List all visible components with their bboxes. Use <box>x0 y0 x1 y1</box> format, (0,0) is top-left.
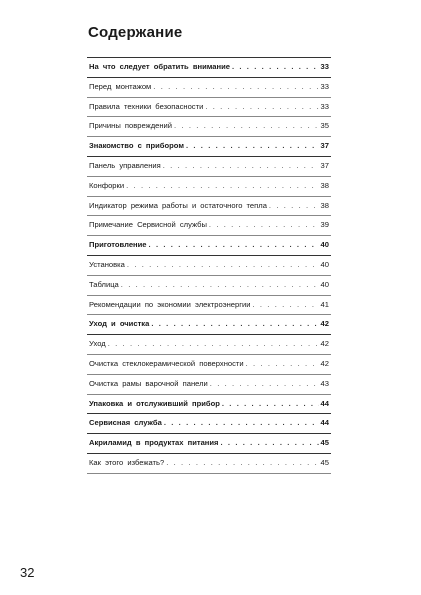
dot-leader <box>149 236 319 255</box>
toc-entry <box>87 157 331 177</box>
dot-leader <box>209 216 319 235</box>
toc-entry-title: Приготовление <box>89 240 147 250</box>
dot-leader <box>174 117 319 136</box>
toc-entry-title: Сервисная служба <box>89 418 162 428</box>
toc-entry-title: Упаковка и отслуживший прибор <box>89 398 220 408</box>
toc-entry-page: 43 <box>320 378 329 388</box>
toc-entry <box>87 296 331 316</box>
toc-entry-page: 41 <box>320 299 329 309</box>
toc-entry-page: 38 <box>320 200 329 210</box>
toc-entry-title: Уход <box>89 339 106 349</box>
toc-entry-title: Очистка рамы варочной панели <box>89 378 208 388</box>
toc-entry-page: 37 <box>320 141 329 151</box>
dot-leader <box>232 58 319 77</box>
dot-leader <box>252 296 318 315</box>
toc-entry-title: Индикатор режима работы и остаточного тепла <box>89 200 267 210</box>
toc-entry <box>87 98 331 118</box>
toc-entry-page: 42 <box>320 319 329 329</box>
toc-entry-page: 44 <box>320 418 329 428</box>
toc-entry-title: Панель управления <box>89 160 161 170</box>
dot-leader <box>151 315 318 334</box>
toc-entry <box>87 276 331 296</box>
toc-entry <box>87 395 331 415</box>
toc-entry-title: Причины повреждений <box>89 121 173 131</box>
toc-entry-title: Примечание Сервисной службы <box>89 220 207 230</box>
toc-entry <box>87 197 331 217</box>
toc-entry-page: 33 <box>320 81 329 91</box>
dot-leader <box>246 355 319 374</box>
toc-entry-page: 42 <box>320 339 329 349</box>
toc-entry <box>87 335 331 355</box>
toc-entry-title: Установка <box>89 259 125 269</box>
toc-entry-title: На что следует обратить внимание <box>89 62 230 71</box>
toc-entry <box>87 117 331 137</box>
toc-entry <box>87 137 331 157</box>
toc-entry <box>87 454 331 474</box>
page-title: Содержание <box>88 24 183 41</box>
toc-entry <box>87 414 331 434</box>
dot-leader <box>153 78 318 97</box>
toc-entry-title: Рекомендации по экономии электроэнергии <box>89 299 251 309</box>
toc-entry-title: Уход и очистка <box>89 319 150 329</box>
dot-leader <box>126 177 318 196</box>
toc-entry <box>87 256 331 276</box>
toc-entry <box>87 216 331 236</box>
dot-leader <box>210 375 319 394</box>
toc-entry-page: 40 <box>320 240 329 250</box>
dot-leader <box>166 454 318 473</box>
toc-entry-title: Конфорки <box>89 180 125 190</box>
table-of-contents <box>87 57 331 474</box>
dot-leader <box>269 197 319 216</box>
toc-entry <box>87 78 331 98</box>
dot-leader <box>163 157 319 176</box>
toc-entry-page: 39 <box>320 220 329 230</box>
toc-entry <box>87 236 331 256</box>
toc-entry <box>87 315 331 335</box>
toc-entry-title: Как этого избежать? <box>89 457 165 467</box>
toc-entry-page: 33 <box>320 101 329 111</box>
toc-entry <box>87 434 331 454</box>
dot-leader <box>108 335 319 354</box>
dot-leader <box>222 395 319 414</box>
toc-entry-page: 40 <box>320 279 329 289</box>
dot-leader <box>127 256 319 275</box>
toc-entry-title: Таблица <box>89 279 119 289</box>
toc-entry-title: Перед монтажом <box>89 81 152 91</box>
dot-leader <box>121 276 319 295</box>
toc-entry-page: 42 <box>320 358 329 368</box>
dot-leader <box>164 414 319 433</box>
toc-entry <box>87 375 331 395</box>
toc-entry-title: Знакомство с прибором <box>89 141 184 151</box>
toc-entry-title: Акриламид в продуктах питания <box>89 438 219 448</box>
toc-entry-page: 37 <box>320 160 329 170</box>
dot-leader <box>186 137 319 156</box>
toc-entry-title: Правила техники безопасности <box>89 101 204 111</box>
toc-entry-page: 33 <box>320 62 329 71</box>
toc-entry <box>87 355 331 375</box>
toc-entry-page: 45 <box>320 457 329 467</box>
toc-entry <box>87 58 331 78</box>
page-number: 32 <box>20 565 35 580</box>
toc-entry-page: 35 <box>320 121 329 131</box>
dot-leader <box>221 434 319 453</box>
toc-entry-page: 44 <box>320 398 329 408</box>
toc-entry-page: 38 <box>320 180 329 190</box>
toc-entry-title: Очистка стеклокерамической поверхности <box>89 358 244 368</box>
toc-entry-page: 45 <box>320 438 329 448</box>
toc-entry-page: 40 <box>320 259 329 269</box>
dot-leader <box>205 98 318 117</box>
toc-entry <box>87 177 331 197</box>
